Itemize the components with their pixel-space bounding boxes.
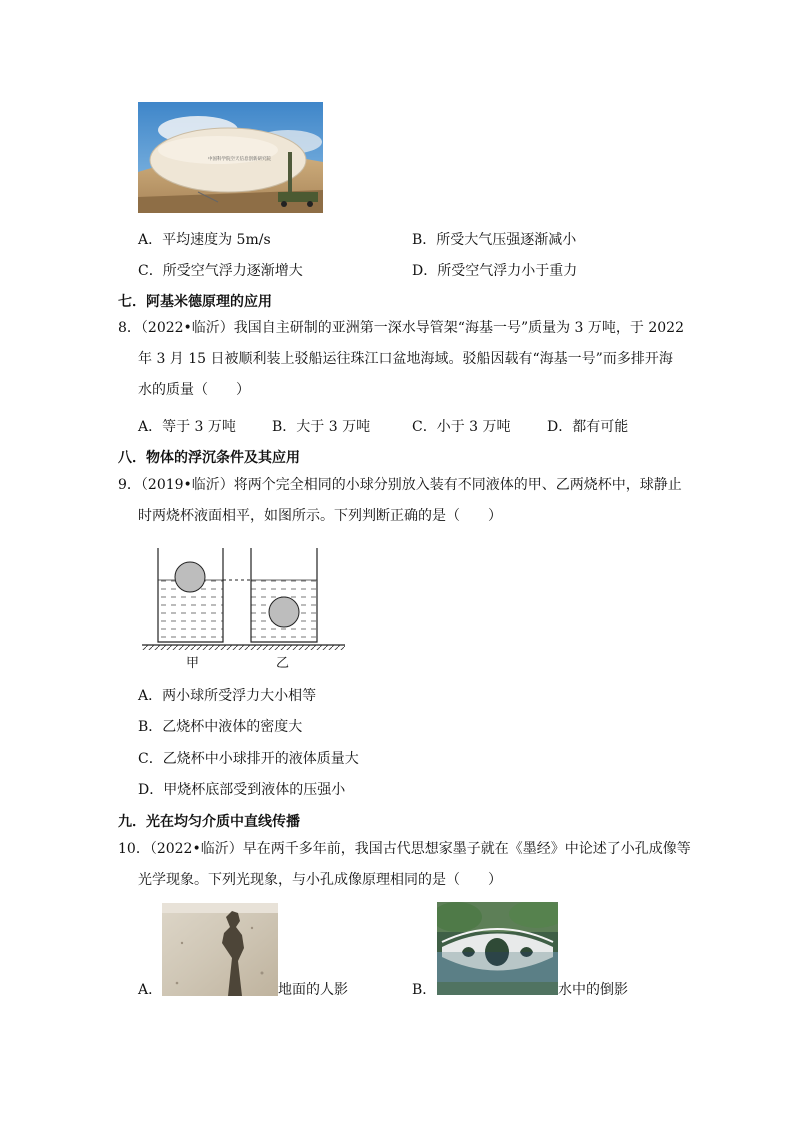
q10-option-b-caption: 水中的倒影 <box>558 982 628 998</box>
bridge-reflection-photo <box>437 902 558 995</box>
q8-line-2: 年 3 月 15 日被顺利装上驳船运往珠江口盆地海域。驳船因载有“海基一号”而多排开海 <box>138 351 673 367</box>
q8-option-c: C．小于 3 万吨 <box>412 419 511 435</box>
q9-option-c: C．乙烧杯中小球排开的液体质量大 <box>138 751 359 767</box>
q7-option-c: C．所受空气浮力逐渐增大 <box>138 263 303 279</box>
q9-line-2: 时两烧杯液面相平，如图所示。下列判断正确的是（ ） <box>138 508 502 524</box>
q7-option-d: D．所受空气浮力小于重力 <box>412 263 578 279</box>
q8-option-d: D．都有可能 <box>547 419 629 435</box>
q9-option-a: A．两小球所受浮力大小相等 <box>138 688 317 704</box>
q10-option-b-letter: B． <box>412 982 437 998</box>
beaker-diagram <box>140 545 350 670</box>
shadow-photo <box>162 903 278 996</box>
q8-line-3: 水的质量（ ） <box>138 382 250 398</box>
airship-photo <box>138 102 323 213</box>
q9-line-1: 9．（2019•临沂）将两个完全相同的小球分别放入装有不同液体的甲、乙两烧杯中，球静止 <box>118 477 682 493</box>
q7-option-b: B．所受大气压强逐渐减小 <box>412 232 577 248</box>
q10-option-a-caption: 地面的人影 <box>278 982 348 998</box>
q8-line-1: 8．（2022•临沂）我国自主研制的亚洲第一深水导管架“海基一号”质量为 3 万吨，于 2022 <box>118 320 684 336</box>
q10-option-a-letter: A． <box>138 982 163 998</box>
q7-option-a: A．平均速度为 5m/s <box>138 232 271 248</box>
q10-line-2: 光学现象。下列光现象，与小孔成像原理相同的是（ ） <box>138 872 502 888</box>
section-8-title: 八．物体的浮沉条件及其应用 <box>118 450 300 466</box>
q9-option-b: B．乙烧杯中液体的密度大 <box>138 719 303 735</box>
q10-line-1: 10．（2022•临沂）早在两千多年前，我国古代思想家墨子就在《墨经》中论述了小孔成像等 <box>118 841 691 857</box>
q8-option-b: B．大于 3 万吨 <box>272 419 371 435</box>
airship-lettering: 中国科学院空天信息创新研究院 <box>208 157 271 162</box>
q9-option-d: D．甲烧杯底部受到液体的压强小 <box>138 782 346 798</box>
beaker-label-jia: 甲 <box>186 656 200 671</box>
q8-option-a: A．等于 3 万吨 <box>138 419 236 435</box>
section-9-title: 九．光在均匀介质中直线传播 <box>118 814 300 830</box>
section-7-title: 七．阿基米德原理的应用 <box>118 294 272 310</box>
beaker-label-yi: 乙 <box>276 656 290 671</box>
